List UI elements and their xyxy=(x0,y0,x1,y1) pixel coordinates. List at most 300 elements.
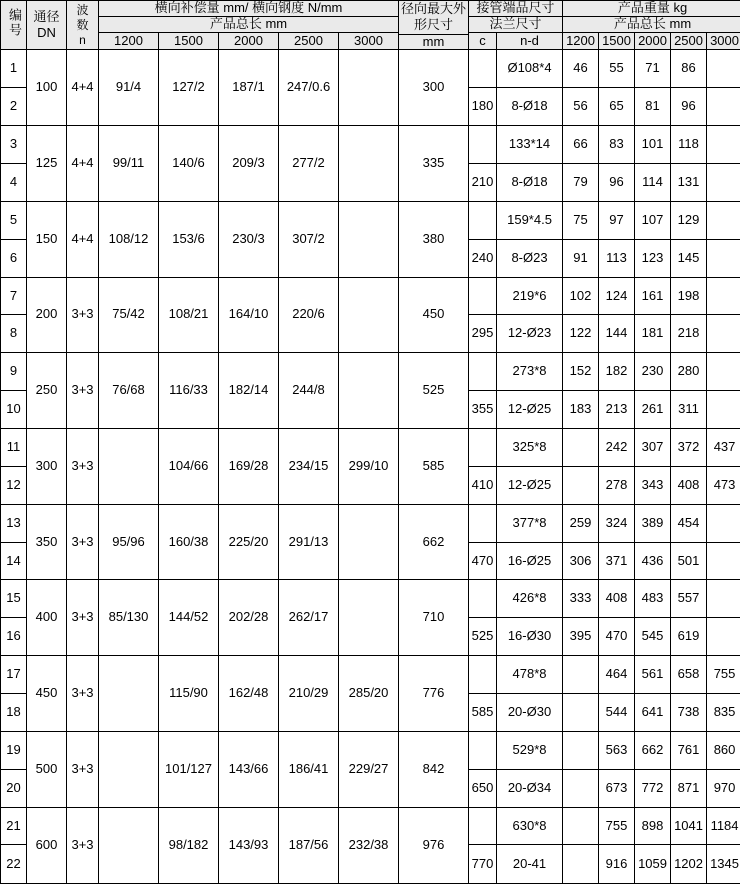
header-weight-2000: 2000 xyxy=(635,32,671,50)
cell-compensation-3000 xyxy=(339,277,399,353)
row-number-top: 5 xyxy=(1,201,27,239)
header-connection-group: 接管端品尺寸 xyxy=(469,1,563,17)
cell-compensation-2000: 230/3 xyxy=(219,201,279,277)
cell-pipe-size: 159*4.5 xyxy=(497,201,563,239)
cell-weight-top-3000: 860 xyxy=(707,731,740,769)
cell-weight-top-1200: 46 xyxy=(563,50,599,88)
cell-compensation-1200: 99/11 xyxy=(99,126,159,202)
cell-compensation-2500: 186/41 xyxy=(279,731,339,807)
cell-weight-bottom-2500: 131 xyxy=(671,164,707,202)
header-length-1500: 1500 xyxy=(159,32,219,50)
cell-weight-top-2000: 71 xyxy=(635,50,671,88)
cell-flange-nd: 16-Ø25 xyxy=(497,542,563,580)
row-number-bottom: 14 xyxy=(1,542,27,580)
row-number-top: 3 xyxy=(1,126,27,164)
cell-compensation-2500: 307/2 xyxy=(279,201,339,277)
cell-weight-top-3000 xyxy=(707,126,740,164)
cell-compensation-2500: 247/0.6 xyxy=(279,50,339,126)
cell-compensation-2500: 210/29 xyxy=(279,656,339,732)
cell-weight-top-3000 xyxy=(707,50,740,88)
cell-weight-top-2000: 107 xyxy=(635,201,671,239)
cell-weight-top-2000: 662 xyxy=(635,731,671,769)
cell-compensation-2500: 262/17 xyxy=(279,580,339,656)
cell-pipe-size: 325*8 xyxy=(497,429,563,467)
table-row xyxy=(1,126,740,164)
cell-weight-top-3000 xyxy=(707,201,740,239)
cell-compensation-1200 xyxy=(99,429,159,505)
cell-flange-c: 650 xyxy=(469,769,497,807)
cell-outer-dimension: 976 xyxy=(399,807,469,883)
cell-weight-bottom-3000 xyxy=(707,618,740,656)
cell-weight-bottom-2000: 123 xyxy=(635,239,671,277)
cell-weight-top-2500: 454 xyxy=(671,504,707,542)
table-header xyxy=(1,1,740,50)
cell-weight-top-1200 xyxy=(563,807,599,845)
cell-pipe-c xyxy=(469,353,497,391)
cell-compensation-3000 xyxy=(339,50,399,126)
cell-compensation-3000: 229/27 xyxy=(339,731,399,807)
header-length-2500: 2500 xyxy=(279,32,339,50)
row-number-top: 17 xyxy=(1,656,27,694)
cell-pipe-size: 426*8 xyxy=(497,580,563,618)
cell-compensation-2000: 209/3 xyxy=(219,126,279,202)
header-dn xyxy=(27,1,67,50)
cell-pipe-c xyxy=(469,731,497,769)
cell-weight-bottom-1500: 916 xyxy=(599,845,635,883)
cell-flange-c: 770 xyxy=(469,845,497,883)
cell-pipe-size: 630*8 xyxy=(497,807,563,845)
cell-weight-top-1500: 408 xyxy=(599,580,635,618)
header-n-line2: 数 xyxy=(76,18,88,33)
row-number-top: 21 xyxy=(1,807,27,845)
cell-flange-c: 240 xyxy=(469,239,497,277)
cell-pipe-size: 219*6 xyxy=(497,277,563,315)
cell-weight-top-2000: 389 xyxy=(635,504,671,542)
cell-flange-c: 180 xyxy=(469,88,497,126)
cell-compensation-2500: 220/6 xyxy=(279,277,339,353)
cell-weight-top-2000: 161 xyxy=(635,277,671,315)
row-number-bottom: 20 xyxy=(1,769,27,807)
cell-pipe-size: 133*14 xyxy=(497,126,563,164)
cell-weight-bottom-2500: 501 xyxy=(671,542,707,580)
header-weight-group: 产品重量 kg xyxy=(563,1,740,17)
cell-flange-c: 355 xyxy=(469,391,497,429)
cell-weight-top-3000 xyxy=(707,353,740,391)
cell-pipe-c xyxy=(469,277,497,315)
cell-weight-top-1200 xyxy=(563,429,599,467)
cell-compensation-2000: 202/28 xyxy=(219,580,279,656)
cell-weight-bottom-3000: 473 xyxy=(707,466,740,504)
cell-flange-c: 210 xyxy=(469,164,497,202)
cell-weight-top-2500: 658 xyxy=(671,656,707,694)
cell-weight-bottom-1200: 91 xyxy=(563,239,599,277)
header-no-label: 编号 xyxy=(6,8,21,38)
header-flange-c: c xyxy=(469,32,497,50)
cell-compensation-2000: 143/93 xyxy=(219,807,279,883)
row-number-bottom: 4 xyxy=(1,164,27,202)
cell-compensation-2000: 169/28 xyxy=(219,429,279,505)
cell-dn: 150 xyxy=(27,201,67,277)
cell-compensation-2500: 277/2 xyxy=(279,126,339,202)
header-weight-1500: 1500 xyxy=(599,32,635,50)
cell-weight-bottom-1500: 371 xyxy=(599,542,635,580)
cell-weight-top-2500: 129 xyxy=(671,201,707,239)
table-row xyxy=(1,50,740,88)
cell-weight-bottom-3000 xyxy=(707,391,740,429)
cell-wave-count: 3+3 xyxy=(67,580,99,656)
cell-compensation-2500: 187/56 xyxy=(279,807,339,883)
cell-compensation-3000 xyxy=(339,126,399,202)
header-compensation-group: 横向补偿量 mm/ 横向钢度 N/mm xyxy=(99,1,399,17)
row-number-bottom: 18 xyxy=(1,694,27,732)
cell-compensation-2000: 162/48 xyxy=(219,656,279,732)
cell-weight-bottom-2000: 772 xyxy=(635,769,671,807)
header-outer-dimension xyxy=(399,1,469,35)
cell-weight-bottom-1200 xyxy=(563,466,599,504)
cell-weight-top-2000: 230 xyxy=(635,353,671,391)
cell-pipe-c xyxy=(469,807,497,845)
cell-pipe-c xyxy=(469,580,497,618)
cell-dn: 200 xyxy=(27,277,67,353)
table-row xyxy=(1,656,740,694)
cell-weight-bottom-1500: 144 xyxy=(599,315,635,353)
cell-weight-bottom-2000: 343 xyxy=(635,466,671,504)
header-flange-group: 法兰尺寸 xyxy=(469,16,563,32)
cell-flange-c: 525 xyxy=(469,618,497,656)
header-length-3000: 3000 xyxy=(339,32,399,50)
cell-weight-top-1500: 464 xyxy=(599,656,635,694)
cell-weight-bottom-1200 xyxy=(563,845,599,883)
cell-flange-nd: 16-Ø30 xyxy=(497,618,563,656)
row-number-bottom: 8 xyxy=(1,315,27,353)
cell-weight-top-2500: 557 xyxy=(671,580,707,618)
cell-compensation-3000 xyxy=(339,580,399,656)
header-od-line2: 形尺寸 xyxy=(414,17,453,33)
row-number-bottom: 10 xyxy=(1,391,27,429)
header-od-line1: 径向最大外 xyxy=(401,1,466,17)
cell-weight-bottom-2500: 871 xyxy=(671,769,707,807)
header-weight-1200: 1200 xyxy=(563,32,599,50)
cell-weight-bottom-3000: 835 xyxy=(707,694,740,732)
cell-weight-bottom-1200 xyxy=(563,769,599,807)
cell-outer-dimension: 776 xyxy=(399,656,469,732)
cell-pipe-size: Ø108*4 xyxy=(497,50,563,88)
cell-weight-bottom-2000: 545 xyxy=(635,618,671,656)
cell-compensation-3000: 285/20 xyxy=(339,656,399,732)
cell-flange-c: 470 xyxy=(469,542,497,580)
cell-weight-top-3000: 1184 xyxy=(707,807,740,845)
table-row xyxy=(1,277,740,315)
cell-weight-top-2500: 280 xyxy=(671,353,707,391)
cell-weight-bottom-1200: 56 xyxy=(563,88,599,126)
cell-weight-bottom-1500: 470 xyxy=(599,618,635,656)
cell-weight-bottom-3000 xyxy=(707,239,740,277)
cell-weight-top-1200 xyxy=(563,731,599,769)
table-row xyxy=(1,807,740,845)
cell-weight-top-1500: 755 xyxy=(599,807,635,845)
cell-weight-top-1200: 102 xyxy=(563,277,599,315)
cell-compensation-1500: 98/182 xyxy=(159,807,219,883)
cell-compensation-1500: 116/33 xyxy=(159,353,219,429)
cell-weight-bottom-3000 xyxy=(707,542,740,580)
cell-compensation-1500: 127/2 xyxy=(159,50,219,126)
row-number-top: 19 xyxy=(1,731,27,769)
cell-pipe-size: 273*8 xyxy=(497,353,563,391)
row-number-bottom: 16 xyxy=(1,618,27,656)
cell-compensation-1200: 85/130 xyxy=(99,580,159,656)
table-row xyxy=(1,580,740,618)
row-number-top: 13 xyxy=(1,504,27,542)
cell-weight-bottom-1500: 113 xyxy=(599,239,635,277)
cell-dn: 125 xyxy=(27,126,67,202)
cell-dn: 400 xyxy=(27,580,67,656)
cell-weight-bottom-2000: 114 xyxy=(635,164,671,202)
cell-weight-bottom-1500: 96 xyxy=(599,164,635,202)
cell-pipe-size: 478*8 xyxy=(497,656,563,694)
cell-flange-nd: 20-Ø34 xyxy=(497,769,563,807)
cell-weight-bottom-1500: 65 xyxy=(599,88,635,126)
cell-weight-top-2500: 86 xyxy=(671,50,707,88)
cell-flange-nd: 20-41 xyxy=(497,845,563,883)
cell-weight-bottom-1500: 544 xyxy=(599,694,635,732)
cell-compensation-2500: 291/13 xyxy=(279,504,339,580)
cell-dn: 450 xyxy=(27,656,67,732)
cell-weight-top-2000: 483 xyxy=(635,580,671,618)
cell-outer-dimension: 842 xyxy=(399,731,469,807)
cell-compensation-2000: 182/14 xyxy=(219,353,279,429)
cell-weight-top-1500: 242 xyxy=(599,429,635,467)
cell-pipe-size: 377*8 xyxy=(497,504,563,542)
cell-compensation-1200: 91/4 xyxy=(99,50,159,126)
cell-compensation-2000: 225/20 xyxy=(219,504,279,580)
cell-dn: 350 xyxy=(27,504,67,580)
cell-outer-dimension: 380 xyxy=(399,201,469,277)
cell-pipe-c xyxy=(469,656,497,694)
header-dn-line2: DN xyxy=(37,25,56,41)
cell-compensation-1500: 160/38 xyxy=(159,504,219,580)
cell-flange-nd: 8-Ø18 xyxy=(497,88,563,126)
cell-weight-bottom-2000: 261 xyxy=(635,391,671,429)
cell-pipe-size: 529*8 xyxy=(497,731,563,769)
cell-wave-count: 4+4 xyxy=(67,201,99,277)
cell-outer-dimension: 585 xyxy=(399,429,469,505)
cell-wave-count: 4+4 xyxy=(67,126,99,202)
table-body xyxy=(1,50,740,883)
cell-compensation-1200 xyxy=(99,656,159,732)
cell-outer-dimension: 300 xyxy=(399,50,469,126)
row-number-top: 1 xyxy=(1,50,27,88)
cell-weight-bottom-2500: 218 xyxy=(671,315,707,353)
cell-weight-top-1200 xyxy=(563,656,599,694)
header-no xyxy=(1,1,27,50)
cell-compensation-3000 xyxy=(339,201,399,277)
table-row xyxy=(1,201,740,239)
header-dn-line1: 通径 xyxy=(33,9,59,25)
cell-compensation-1200: 108/12 xyxy=(99,201,159,277)
cell-outer-dimension: 450 xyxy=(399,277,469,353)
header-length-2000: 2000 xyxy=(219,32,279,50)
cell-outer-dimension: 662 xyxy=(399,504,469,580)
cell-compensation-1500: 144/52 xyxy=(159,580,219,656)
cell-pipe-c xyxy=(469,429,497,467)
cell-weight-top-1200: 66 xyxy=(563,126,599,164)
cell-compensation-1500: 140/6 xyxy=(159,126,219,202)
cell-weight-top-3000: 755 xyxy=(707,656,740,694)
cell-flange-c: 295 xyxy=(469,315,497,353)
cell-compensation-2500: 234/15 xyxy=(279,429,339,505)
cell-weight-top-2500: 761 xyxy=(671,731,707,769)
cell-weight-top-1200: 259 xyxy=(563,504,599,542)
cell-wave-count: 3+3 xyxy=(67,353,99,429)
cell-weight-top-2500: 1041 xyxy=(671,807,707,845)
cell-weight-top-2500: 118 xyxy=(671,126,707,164)
cell-weight-bottom-2500: 738 xyxy=(671,694,707,732)
cell-compensation-1500: 104/66 xyxy=(159,429,219,505)
cell-weight-bottom-1200: 183 xyxy=(563,391,599,429)
cell-weight-bottom-1200: 79 xyxy=(563,164,599,202)
table-row xyxy=(1,504,740,542)
cell-flange-c: 585 xyxy=(469,694,497,732)
cell-dn: 600 xyxy=(27,807,67,883)
header-wave-count xyxy=(67,1,99,50)
cell-outer-dimension: 525 xyxy=(399,353,469,429)
cell-dn: 300 xyxy=(27,429,67,505)
row-number-bottom: 6 xyxy=(1,239,27,277)
cell-weight-top-1200: 75 xyxy=(563,201,599,239)
cell-weight-top-2000: 101 xyxy=(635,126,671,164)
cell-weight-bottom-2500: 408 xyxy=(671,466,707,504)
cell-weight-bottom-2500: 311 xyxy=(671,391,707,429)
cell-weight-bottom-1500: 278 xyxy=(599,466,635,504)
cell-weight-bottom-2000: 1059 xyxy=(635,845,671,883)
cell-wave-count: 3+3 xyxy=(67,277,99,353)
cell-pipe-c xyxy=(469,50,497,88)
row-number-bottom: 2 xyxy=(1,88,27,126)
cell-weight-bottom-1200 xyxy=(563,694,599,732)
cell-compensation-1200: 76/68 xyxy=(99,353,159,429)
cell-weight-bottom-1200: 395 xyxy=(563,618,599,656)
cell-outer-dimension: 335 xyxy=(399,126,469,202)
cell-pipe-c xyxy=(469,201,497,239)
cell-compensation-1200: 95/96 xyxy=(99,504,159,580)
cell-weight-bottom-3000 xyxy=(707,315,740,353)
cell-compensation-1500: 153/6 xyxy=(159,201,219,277)
cell-pipe-c xyxy=(469,126,497,164)
cell-flange-nd: 8-Ø18 xyxy=(497,164,563,202)
cell-weight-top-3000 xyxy=(707,580,740,618)
cell-weight-bottom-2500: 619 xyxy=(671,618,707,656)
cell-compensation-1500: 101/127 xyxy=(159,731,219,807)
row-number-top: 9 xyxy=(1,353,27,391)
cell-flange-nd: 12-Ø25 xyxy=(497,466,563,504)
table-row xyxy=(1,731,740,769)
cell-weight-bottom-2000: 181 xyxy=(635,315,671,353)
header-weight-total-length: 产品总长 mm xyxy=(563,16,740,32)
cell-weight-bottom-2500: 145 xyxy=(671,239,707,277)
cell-weight-top-2000: 561 xyxy=(635,656,671,694)
cell-weight-top-1500: 324 xyxy=(599,504,635,542)
cell-compensation-1200 xyxy=(99,807,159,883)
cell-outer-dimension: 710 xyxy=(399,580,469,656)
row-number-top: 11 xyxy=(1,429,27,467)
cell-weight-top-3000 xyxy=(707,504,740,542)
header-n-line1: 波 xyxy=(76,3,88,18)
cell-compensation-1500: 108/21 xyxy=(159,277,219,353)
cell-weight-bottom-3000 xyxy=(707,164,740,202)
cell-weight-bottom-3000: 970 xyxy=(707,769,740,807)
cell-weight-bottom-3000: 1345 xyxy=(707,845,740,883)
cell-weight-bottom-2500: 1202 xyxy=(671,845,707,883)
cell-flange-nd: 20-Ø30 xyxy=(497,694,563,732)
cell-weight-top-3000: 437 xyxy=(707,429,740,467)
row-number-bottom: 12 xyxy=(1,466,27,504)
cell-weight-bottom-1200: 122 xyxy=(563,315,599,353)
cell-dn: 100 xyxy=(27,50,67,126)
cell-compensation-2000: 164/10 xyxy=(219,277,279,353)
header-length-1200: 1200 xyxy=(99,32,159,50)
header-weight-2500: 2500 xyxy=(671,32,707,50)
cell-weight-top-1200: 333 xyxy=(563,580,599,618)
cell-flange-nd: 12-Ø25 xyxy=(497,391,563,429)
cell-weight-top-2000: 898 xyxy=(635,807,671,845)
cell-weight-top-1200: 152 xyxy=(563,353,599,391)
row-number-top: 15 xyxy=(1,580,27,618)
cell-compensation-2000: 187/1 xyxy=(219,50,279,126)
cell-pipe-c xyxy=(469,504,497,542)
cell-dn: 250 xyxy=(27,353,67,429)
cell-wave-count: 3+3 xyxy=(67,807,99,883)
header-weight-3000: 3000 xyxy=(707,32,740,50)
cell-weight-top-2500: 198 xyxy=(671,277,707,315)
cell-flange-c: 410 xyxy=(469,466,497,504)
row-number-bottom: 22 xyxy=(1,845,27,883)
cell-weight-top-1500: 55 xyxy=(599,50,635,88)
cell-weight-bottom-1200: 306 xyxy=(563,542,599,580)
table-row xyxy=(1,429,740,467)
cell-weight-bottom-2000: 81 xyxy=(635,88,671,126)
cell-weight-top-2500: 372 xyxy=(671,429,707,467)
cell-wave-count: 4+4 xyxy=(67,50,99,126)
cell-compensation-2000: 143/66 xyxy=(219,731,279,807)
cell-weight-bottom-1500: 673 xyxy=(599,769,635,807)
cell-compensation-3000: 232/38 xyxy=(339,807,399,883)
cell-compensation-3000: 299/10 xyxy=(339,429,399,505)
table-row xyxy=(1,353,740,391)
header-od-unit: mm xyxy=(399,34,469,50)
cell-compensation-1200 xyxy=(99,731,159,807)
cell-compensation-2500: 244/8 xyxy=(279,353,339,429)
header-compensation-total-length: 产品总长 mm xyxy=(99,16,399,32)
cell-wave-count: 3+3 xyxy=(67,504,99,580)
cell-weight-bottom-3000 xyxy=(707,88,740,126)
cell-weight-bottom-2500: 96 xyxy=(671,88,707,126)
cell-compensation-1200: 75/42 xyxy=(99,277,159,353)
cell-dn: 500 xyxy=(27,731,67,807)
cell-compensation-3000 xyxy=(339,504,399,580)
cell-weight-top-1500: 563 xyxy=(599,731,635,769)
cell-weight-top-1500: 182 xyxy=(599,353,635,391)
cell-weight-bottom-1500: 213 xyxy=(599,391,635,429)
cell-weight-top-2000: 307 xyxy=(635,429,671,467)
cell-weight-bottom-2000: 641 xyxy=(635,694,671,732)
cell-weight-top-1500: 83 xyxy=(599,126,635,164)
cell-weight-top-3000 xyxy=(707,277,740,315)
row-number-top: 7 xyxy=(1,277,27,315)
cell-wave-count: 3+3 xyxy=(67,429,99,505)
cell-flange-nd: 12-Ø23 xyxy=(497,315,563,353)
header-n-line3: n xyxy=(79,33,86,48)
cell-weight-top-1500: 124 xyxy=(599,277,635,315)
